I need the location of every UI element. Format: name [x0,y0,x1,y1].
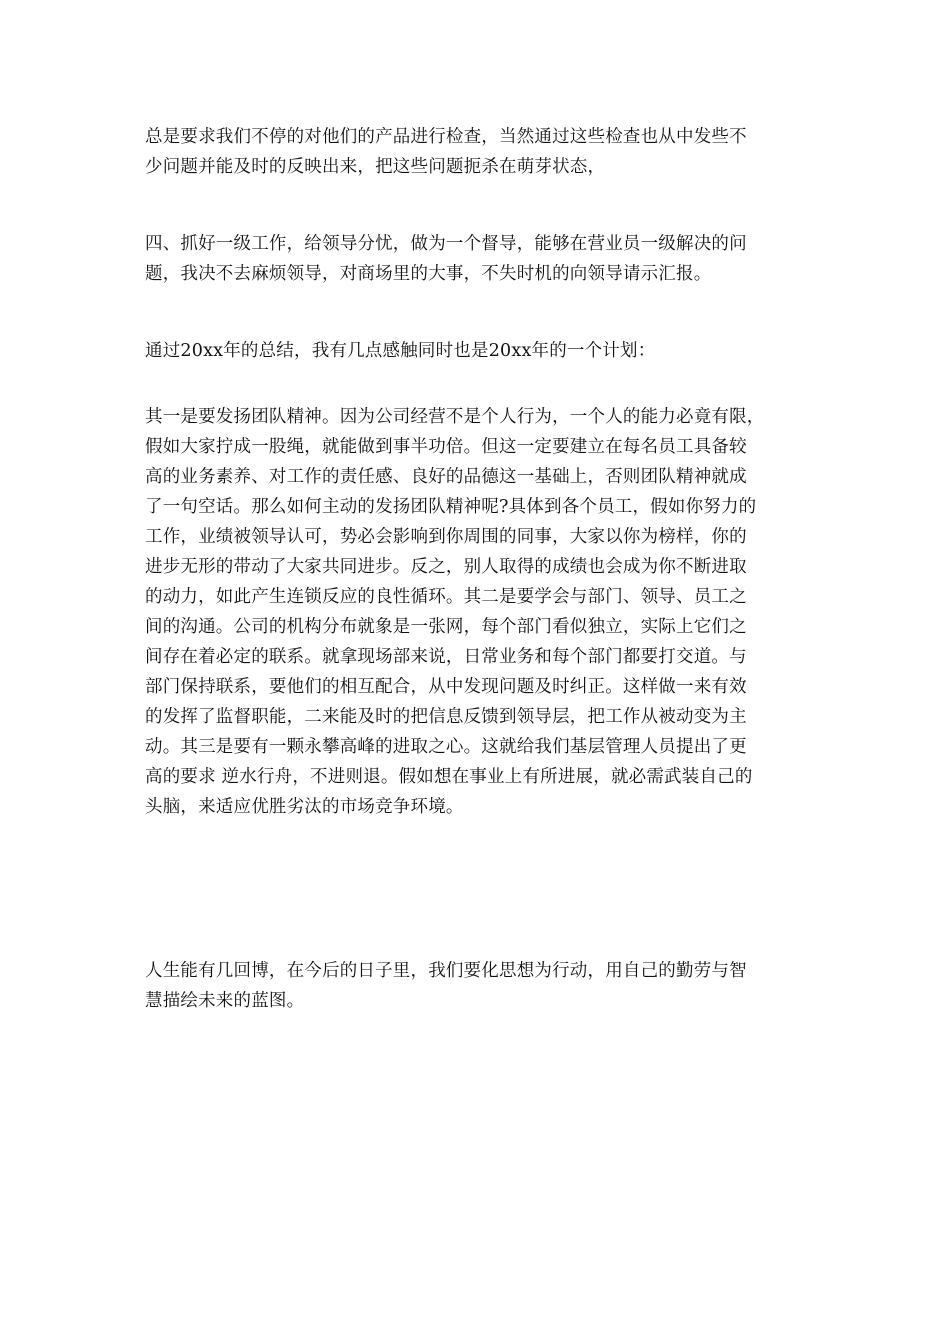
text-line: 间存在着必定的联系。就拿现场部来说，日常业务和每个部门都要打交道。与 [145,647,747,667]
paragraph-point-four [145,229,825,289]
text-line: 进步无形的带动了大家共同进步。反之，别人取得的成绩也会成为你不断进取 [145,557,747,577]
paragraph-plan-details [145,402,825,822]
text-line: 动。其三是要有一颗永攀高峰的进取之心。这就给我们基层管理人员提出了更 [145,737,747,757]
text-line: 的发挥了监督职能，二来能及时的把信息反馈到领导层，把工作从被动变为主 [145,707,747,727]
text-line: 慧描绘未来的蓝图。 [145,991,305,1011]
text-line: 工作，业绩被领导认可，势必会影响到你周围的同事，大家以你为榜样，你的 [145,527,747,547]
text-line: 题，我决不去麻烦领导，对商场里的大事，不失时机的向领导请示汇报。 [145,264,712,284]
text-line: 总是要求我们不停的对他们的产品进行检查，当然通过这些检查也从中发些不 [145,127,747,147]
paragraph-summary-intro [145,336,825,366]
text-line: 高的要求 逆水行舟，不进则退。假如想在事业上有所进展，就必需武装自己的 [145,767,753,787]
paragraph-closing [145,956,825,1016]
text-line: 间的沟通。公司的机构分布就象是一张网，每个部门看似独立，实际上它们之 [145,617,747,637]
text-line: 通过20xx年的总结，我有几点感触同时也是20xx年的一个计划： [145,341,656,361]
paragraph-inspection [145,122,825,182]
text-line: 的动力，如此产生连锁反应的良性循环。其二是要学会与部门、领导、员工之 [145,587,747,607]
text-line: 其一是要发扬团队精神。因为公司经营不是个人行为，一个人的能力必竟有限， [145,407,765,427]
text-line: 头脑，来适应优胜劣汰的市场竞争环境。 [145,797,464,817]
text-line: 少问题并能及时的反映出来，把这些问题扼杀在萌芽状态， [145,157,606,177]
text-line: 高的业务素养、对工作的责任感、良好的品德这一基础上，否则团队精神就成 [145,467,747,487]
text-line: 人生能有几回博，在今后的日子里，我们要化思想为行动，用自己的勤劳与智 [145,961,747,981]
text-line: 四、抓好一级工作，给领导分忧，做为一个督导，能够在营业员一级解决的问 [145,234,747,254]
text-line: 了一句空话。那么如何主动的发扬团队精神呢?具体到各个员工，假如你努力的 [145,497,757,517]
text-line: 部门保持联系，要他们的相互配合，从中发现问题及时纠正。这样做一来有效 [145,677,747,697]
text-line: 假如大家拧成一股绳，就能做到事半功倍。但这一定要建立在每名员工具备较 [145,437,747,457]
